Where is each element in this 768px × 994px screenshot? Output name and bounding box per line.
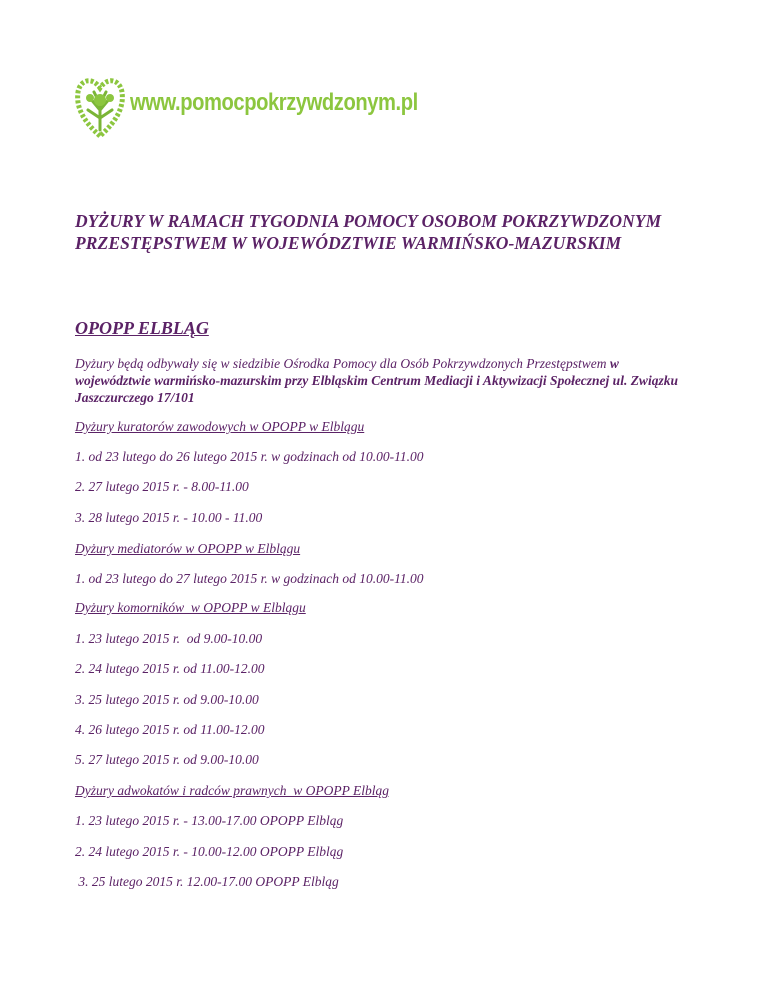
site-logo[interactable]: [74, 70, 418, 140]
list-item: 3. 25 lutego 2015 r. 12.00-17.00 OPOPP Elbląg: [75, 874, 339, 889]
intro-bold-text: w województwie warmińsko-mazurskim przy Elbląskim Centrum Mediacji i Aktywizacji Społecznej ul. Związku Jaszczurczego 17/101: [75, 356, 678, 405]
list-item: 3. 28 lutego 2015 r. - 10.00 - 11.00: [75, 510, 263, 525]
intro-paragraph: [75, 355, 695, 406]
heading-komornicy: Dyżury komorników w OPOPP w Elblągu: [75, 600, 306, 615]
logo-text: www.pomocpokrzywdzonym.pl: [130, 89, 418, 116]
section-title: OPOPP ELBLĄG: [75, 318, 209, 338]
list-item: 3. 25 lutego 2015 r. od 9.00-10.00: [75, 692, 259, 707]
list-item: 2. 27 lutego 2015 r. - 8.00-11.00: [75, 479, 249, 494]
list-item: 1. od 23 lutego do 26 lutego 2015 r. w godzinach od 10.00-11.00: [75, 449, 424, 464]
list-item: 1. 23 lutego 2015 r. od 9.00-10.00: [75, 631, 263, 646]
intro-plain-text: Dyżury będą odbywały się w siedzibie Ośrodka Pomocy dla Osób Pokrzywdzonych Przestępstwem: [75, 356, 610, 371]
page-title: DYŻURY W RAMACH TYGODNIA POMOCY OSOBOM POKRZYWDZONYM PRZESTĘPSTWEM W WOJEWÓDZTWIE WARMIŃSKO-MAZURSKIM: [75, 211, 662, 253]
heading-adwokaci: Dyżury adwokatów i radców prawnych w OPOPP Elbląg: [75, 783, 389, 798]
list-item: 1. od 23 lutego do 27 lutego 2015 r. w godzinach od 10.00-11.00: [75, 571, 424, 586]
heading-mediatorzy: Dyżury mediatorów w OPOPP w Elblągu: [75, 541, 301, 556]
heading-kuratorzy: Dyżury kuratorów zawodowych w OPOPP w Elblągu: [75, 419, 365, 434]
list-item: 4. 26 lutego 2015 r. od 11.00-12.00: [75, 722, 265, 737]
list-item: 2. 24 lutego 2015 r. od 11.00-12.00: [75, 661, 265, 676]
heart-tree-icon: [74, 70, 126, 140]
list-item: 5. 27 lutego 2015 r. od 9.00-10.00: [75, 752, 259, 767]
list-item: 1. 23 lutego 2015 r. - 13.00-17.00 OPOPP Elbląg: [75, 813, 344, 828]
list-item: 2. 24 lutego 2015 r. - 10.00-12.00 OPOPP Elbląg: [75, 844, 344, 859]
